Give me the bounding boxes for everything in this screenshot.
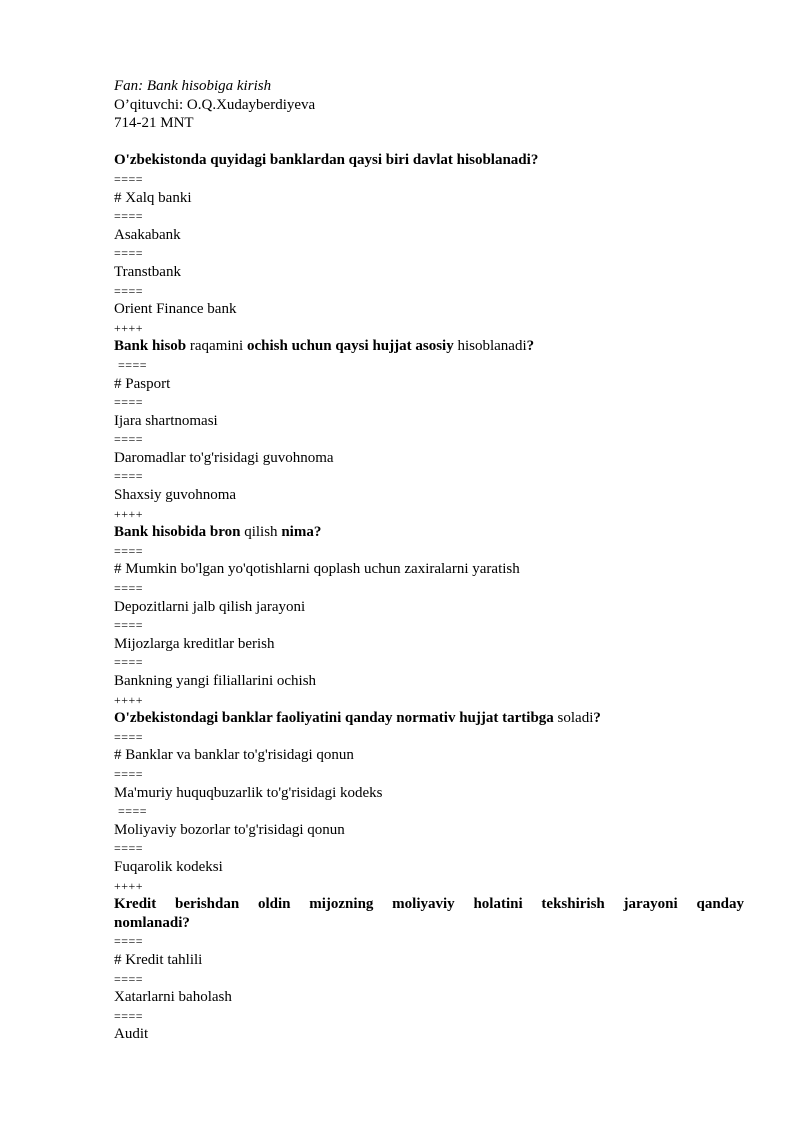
answer-separator: ==== — [118, 357, 148, 372]
answer-option: Daromadlar to'g'risidagi guvohnoma — [114, 449, 334, 466]
question-separator: ++++ — [114, 506, 144, 521]
group-line: 714-21 MNT — [114, 115, 194, 132]
answer-option: Asakabank — [114, 226, 181, 243]
answer-separator: ==== — [114, 655, 144, 670]
answer-option: Bankning yangi filiallarini ochish — [114, 673, 317, 689]
answer-correct: # Xalq banki — [114, 189, 192, 206]
answer-option: Mijozlarga kreditlar berish — [114, 635, 275, 652]
answer-option: Ma'muriy huquqbuzarlik to'g'risidagi kodeks — [114, 784, 383, 801]
answer-separator: ==== — [114, 1008, 144, 1023]
question-2: Bank hisob raqamini ochish uchun qaysi hujjat asosiy hisoblanadi? — [114, 338, 535, 355]
answer-correct: # Mumkin bo'lgan yo'qotishlarni qoplash uchun zaxiralarni yaratish — [114, 561, 520, 578]
document-page — [114, 77, 744, 1044]
answer-separator: ==== — [114, 209, 144, 224]
answer-correct: # Banklar va banklar to'g'risidagi qonun — [114, 747, 354, 764]
answer-correct: # Pasport — [114, 375, 171, 392]
answer-separator: ==== — [118, 804, 148, 819]
answer-separator: ==== — [114, 469, 144, 484]
answer-option: Audit — [114, 1026, 149, 1043]
question-separator: ++++ — [114, 692, 144, 707]
answer-separator: ==== — [114, 543, 144, 558]
question-5 — [114, 895, 744, 932]
answer-separator: ==== — [114, 246, 144, 261]
answer-separator: ==== — [114, 581, 144, 596]
answer-separator: ==== — [114, 729, 144, 744]
answer-option: Ijara shartnomasi — [114, 412, 218, 429]
question-3: Bank hisobida bron qilish nima? — [114, 524, 322, 541]
answer-separator: ==== — [114, 395, 144, 410]
answer-separator: ==== — [114, 618, 144, 633]
answer-option: Orient Finance bank — [114, 301, 237, 318]
question-separator: ++++ — [114, 878, 144, 893]
question-separator: ++++ — [114, 320, 144, 335]
teacher-line: O’qituvchi: O.Q.Xudayberdiyeva — [114, 96, 316, 113]
question-1: O'zbekistonda quyidagi banklardan qaysi biri davlat hisoblanadi? — [114, 152, 539, 169]
answer-separator: ==== — [114, 432, 144, 447]
answer-separator: ==== — [114, 934, 144, 949]
answer-separator: ==== — [114, 971, 144, 986]
question-5-line-1: Kredit berishdan oldin mijozning moliyaviy holatini tekshirish jarayoni qanday — [114, 896, 744, 913]
answer-option: Moliyaviy bozorlar to'g'risidagi qonun — [114, 821, 345, 838]
answer-separator: ==== — [114, 766, 144, 781]
question-5-line-2: nomlanadi? — [114, 914, 190, 931]
answer-correct: # Kredit tahlili — [114, 951, 203, 968]
blank-line — [114, 133, 744, 152]
answer-option: Depozitlarni jalb qilish jarayoni — [114, 598, 306, 615]
answer-option: Fuqarolik kodeksi — [114, 858, 223, 875]
subject-line: Fan: Bank hisobiga kirish — [114, 78, 272, 94]
question-4: O'zbekistondagi banklar faoliyatini qanday normativ hujjat tartibga soladi? — [114, 710, 601, 727]
answer-option: Transtbank — [114, 263, 181, 280]
answer-separator: ==== — [114, 171, 144, 186]
answer-option: Xatarlarni baholash — [114, 989, 232, 1006]
answer-separator: ==== — [114, 283, 144, 298]
answer-separator: ==== — [114, 841, 144, 856]
answer-option: Shaxsiy guvohnoma — [114, 487, 237, 504]
